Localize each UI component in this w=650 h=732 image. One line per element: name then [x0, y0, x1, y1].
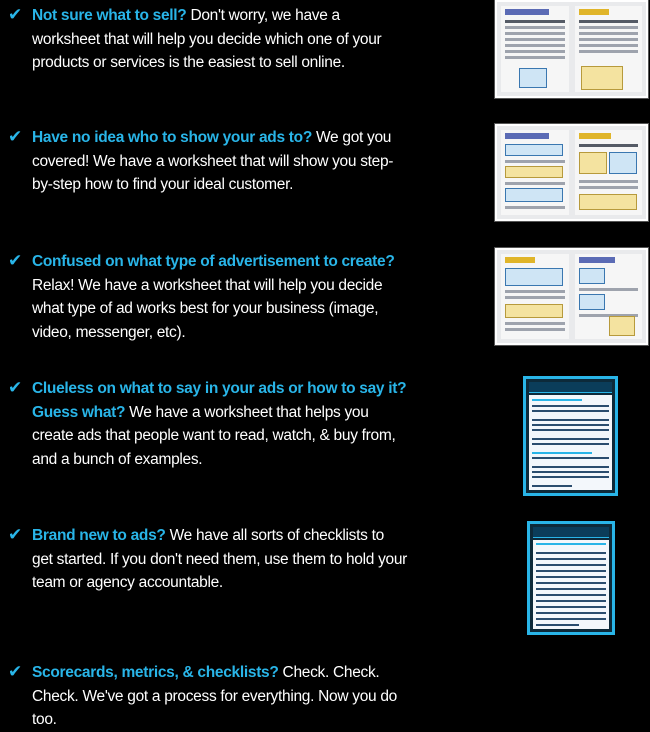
worksheet-thumbnail-ad-type: [495, 248, 648, 345]
worksheet-page-right: [575, 130, 643, 215]
feature-body: We got you covered! We have a worksheet that will show you step-by-step how to find your ideal customer.: [32, 129, 394, 193]
card-header: [529, 382, 612, 393]
checkmark-icon: ✔: [8, 5, 23, 25]
feature-text: [32, 377, 408, 471]
feature-highlight: Scorecards, metrics, & checklists?: [32, 664, 279, 681]
card-header: [533, 527, 609, 538]
feature-text: [32, 524, 408, 595]
feature-text: [32, 126, 408, 197]
worksheet-thumbnail-ideal-customer: [495, 124, 648, 221]
script-card-thumbnail: [523, 376, 618, 496]
feature-item-ideal-customer: [8, 126, 408, 197]
feature-highlight: Confused on what type of advertisement to create?: [32, 253, 395, 270]
worksheet-page-right: [575, 254, 643, 339]
checkmark-icon: ✔: [8, 525, 23, 545]
card-body: [533, 540, 609, 629]
checklist-card-thumbnail: [527, 521, 615, 635]
card-body: [529, 395, 612, 490]
feature-body: We have all sorts of checklists to get started. If you don't need them, use them to hold your team or agency accountable.: [32, 527, 408, 591]
worksheet-page-left: [501, 130, 569, 215]
feature-text: [32, 4, 408, 75]
checkmark-icon: ✔: [8, 251, 23, 271]
feature-body: Relax! We have a worksheet that will help you decide what type of ad works best for your business (image, video, messenger, etc).: [32, 276, 383, 341]
feature-text: [32, 250, 408, 344]
feature-body: We have a worksheet that helps you create ads that people want to read, watch, & buy from, and a bunch of examples.: [32, 403, 396, 468]
worksheet-thumbnail-what-to-sell: [495, 0, 648, 98]
feature-highlight: Brand new to ads?: [32, 527, 166, 544]
worksheet-page-right: [575, 6, 643, 92]
worksheet-page-left: [501, 6, 569, 92]
feature-item-checklists: [8, 524, 408, 595]
feature-body: Check. Check. Check. We've got a process for everything. Now you do too.: [32, 664, 397, 728]
checkmark-icon: ✔: [8, 662, 23, 682]
feature-highlight: Clueless on what to say in your ads or how to say it? Guess what?: [32, 380, 407, 421]
feature-item-ad-copy: [8, 377, 408, 471]
checkmark-icon: ✔: [8, 378, 23, 398]
feature-body: Don't worry, we have a worksheet that will help you decide which one of your products or services is the easiest to sell online.: [32, 7, 382, 71]
feature-highlight: Not sure what to sell?: [32, 7, 187, 24]
feature-text: [32, 661, 408, 732]
feature-highlight: Have no idea who to show your ads to?: [32, 129, 312, 146]
feature-item-ad-type: [8, 250, 408, 344]
checkmark-icon: ✔: [8, 127, 23, 147]
worksheet-page-left: [501, 254, 569, 339]
feature-item-what-to-sell: [8, 4, 408, 75]
feature-item-scorecards: [8, 661, 408, 732]
